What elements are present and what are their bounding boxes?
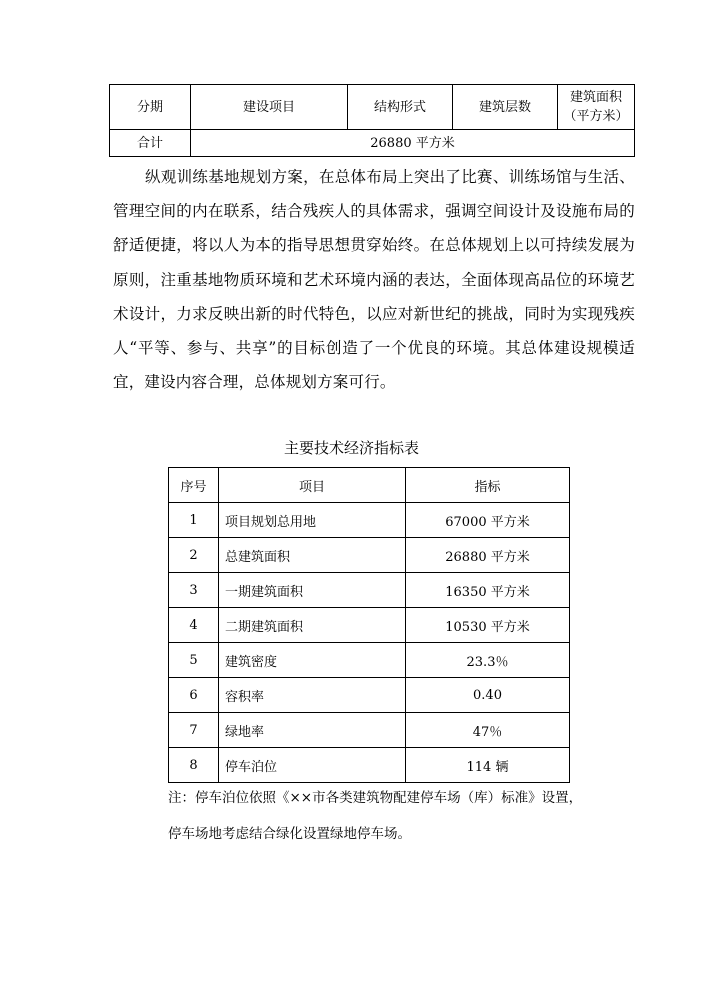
total-label: 合计 bbox=[110, 130, 191, 157]
table-row bbox=[169, 713, 570, 748]
table-row bbox=[169, 643, 570, 678]
table-row bbox=[169, 608, 570, 643]
row-value: 26880 平方米 bbox=[406, 538, 570, 573]
table-row bbox=[169, 573, 570, 608]
row-item: 停车泊位 bbox=[219, 748, 406, 783]
row-value: 23.3％ bbox=[406, 643, 570, 678]
table-row bbox=[169, 748, 570, 783]
row-no: 3 bbox=[169, 573, 219, 608]
row-item: 总建筑面积 bbox=[219, 538, 406, 573]
total-row bbox=[110, 130, 635, 157]
table-row bbox=[169, 503, 570, 538]
row-item: 项目规划总用地 bbox=[219, 503, 406, 538]
table-header-row bbox=[110, 85, 635, 130]
table-row bbox=[169, 678, 570, 713]
header-phase: 分期 bbox=[110, 85, 191, 130]
row-item: 绿地率 bbox=[219, 713, 406, 748]
row-value: 10530 平方米 bbox=[406, 608, 570, 643]
indicator-table-caption: 主要技术经济指标表 bbox=[283, 439, 419, 457]
row-value: 67000 平方米 bbox=[406, 503, 570, 538]
header-value: 指标 bbox=[406, 468, 570, 503]
table-row bbox=[169, 538, 570, 573]
row-value: 114 辆 bbox=[406, 748, 570, 783]
row-value: 0.40 bbox=[406, 678, 570, 713]
row-no: 8 bbox=[169, 748, 219, 783]
header-structure: 结构形式 bbox=[348, 85, 453, 130]
header-no: 序号 bbox=[169, 468, 219, 503]
row-item: 二期建筑面积 bbox=[219, 608, 406, 643]
total-value: 26880 平方米 bbox=[191, 130, 635, 157]
planning-paragraph: 纵观训练基地规划方案，在总体布局上突出了比赛、训练场馆与生活、管理空间的内在联系，结合残疾人的具体需求，强调空间设计及设施布局的舒适便捷，将以人为本的指导思想贯穿始终。在总体规划上以可持续发展为原则，注重基地物质环境和艺术环境内涵的表达，全面体现高品位的环境艺术设计，力求反映出新的时代特色，以应对新世纪的挑战，同时为实现残疾人“平等、参与、共享”的目标创造了一个优良的环境。其总体建设规模适宜，建设内容合理，总体规划方案可行。 bbox=[113, 168, 635, 392]
row-item: 一期建筑面积 bbox=[219, 573, 406, 608]
row-no: 4 bbox=[169, 608, 219, 643]
header-floors: 建筑层数 bbox=[453, 85, 558, 130]
header-project: 建设项目 bbox=[191, 85, 348, 130]
indicator-header-row bbox=[169, 468, 570, 503]
header-item: 项目 bbox=[219, 468, 406, 503]
row-value: 16350 平方米 bbox=[406, 573, 570, 608]
row-no: 5 bbox=[169, 643, 219, 678]
row-no: 7 bbox=[169, 713, 219, 748]
phase-summary-table bbox=[109, 84, 635, 157]
header-area bbox=[558, 85, 635, 130]
row-no: 2 bbox=[169, 538, 219, 573]
row-item: 容积率 bbox=[219, 678, 406, 713]
row-item: 建筑密度 bbox=[219, 643, 406, 678]
row-no: 1 bbox=[169, 503, 219, 538]
note-line-2: 停车场地考虑结合绿化设置绿地停车场。 bbox=[168, 826, 411, 842]
header-area-text: 建筑面积 （平方米） bbox=[563, 90, 629, 124]
indicator-table bbox=[168, 467, 570, 783]
row-value: 47％ bbox=[406, 713, 570, 748]
row-no: 6 bbox=[169, 678, 219, 713]
note-line-1: 注：停车泊位依照《××市各类建筑物配建停车场（库）标准》设置， bbox=[168, 790, 583, 806]
